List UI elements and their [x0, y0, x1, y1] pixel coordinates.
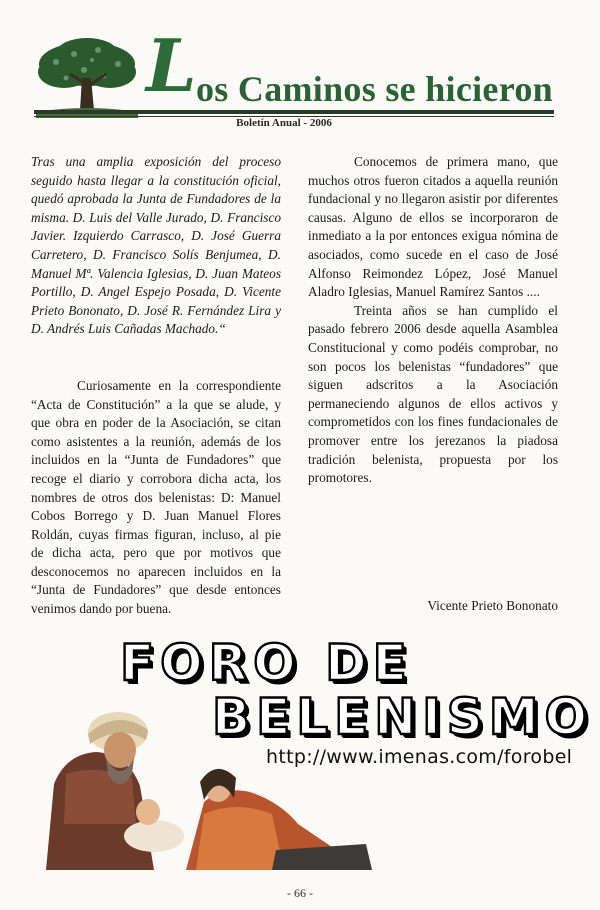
title-initial: L: [146, 23, 197, 108]
forum-url: http://www.imenas.com/forobel: [266, 746, 573, 768]
header: [34, 23, 564, 138]
anniversary-paragraph: Treinta años se han cumplido el pasado febrero 2006 desde aquella Asamblea Constitucional y como podéis comprobar, no son pocos los belenistas “fundadores” que siguen adscritos a la Asociación permaneciendo algunos de ellos activos y comprometidos con los fines fundacionales de promover entre los jerezanos la piadosa tradición belenista, propuesta por los promotores.: [308, 302, 558, 486]
header-rule: [34, 110, 554, 114]
founders-quote: Tras una amplia exposición del proceso seguido hasta llegar a la constitución oficial, quedó aprobada la Junta de Fundadores de la misma. D. Luis del Valle Jurado, D. Francisco Javier. Izquierdo Carrasco, D. José Guerra Carretero, D. Francisco Solís Benjumea, D. Manuel Mª. Valencia Iglesias, D. Juan Mateos Portillo, D. Angel Espejo Posada, D. Vicente Prieto Bononato, D. José R. Fernández Lira y D. Andrés Luis Cañadas Machado.“: [31, 154, 281, 337]
acta-paragraph: Curiosamente en la correspondiente “Acta de Constitución” a la que se alude, y que obra en poder de la Asociación, se citan como asistentes a la reunión, además de los incluidos en la “Junta de Fundadores” que recoge el diario y corrobora dicha acta, los nombres de otros dos belenistas: D: Manuel Cobos Borrego y D. Juan Manuel Flores Roldán, cuyas firmas figuran, incluso, al pie de dicha acta, pero que por motivos que desconocemos no aparecen incluidos en la “Junta de Fundadores” que desde entonces venimos dando por buena.: [31, 377, 281, 617]
banner-title-line-2: BELENISMO: [212, 688, 594, 746]
page-number: - 66 -: [287, 886, 313, 900]
left-column: [31, 153, 281, 619]
forum-banner: [36, 630, 594, 870]
title-text: os Caminos se hicieron: [196, 69, 553, 109]
reunion-paragraph: Conocemos de primera mano, que muchos otros fueron citados a aquella reunión fundacional y no llegaron asistir por diferentes causas. Alguno de ellos se incorporaron de inmediato a la por entonces exigua nómina de asociados, como sucede en el caso de José Alfonso Reimondez López, José Manuel Aladro Iglesias, Manuel Ramírez Santos ....: [308, 154, 558, 300]
oak-tree-icon: [34, 34, 140, 118]
right-column: [308, 153, 558, 488]
bulletin-subtitle: Boletín Anual - 2006: [236, 117, 332, 129]
author-signature: Vicente Prieto Bononato: [427, 598, 558, 613]
banner-title-line-1: FORO DE: [120, 634, 413, 692]
